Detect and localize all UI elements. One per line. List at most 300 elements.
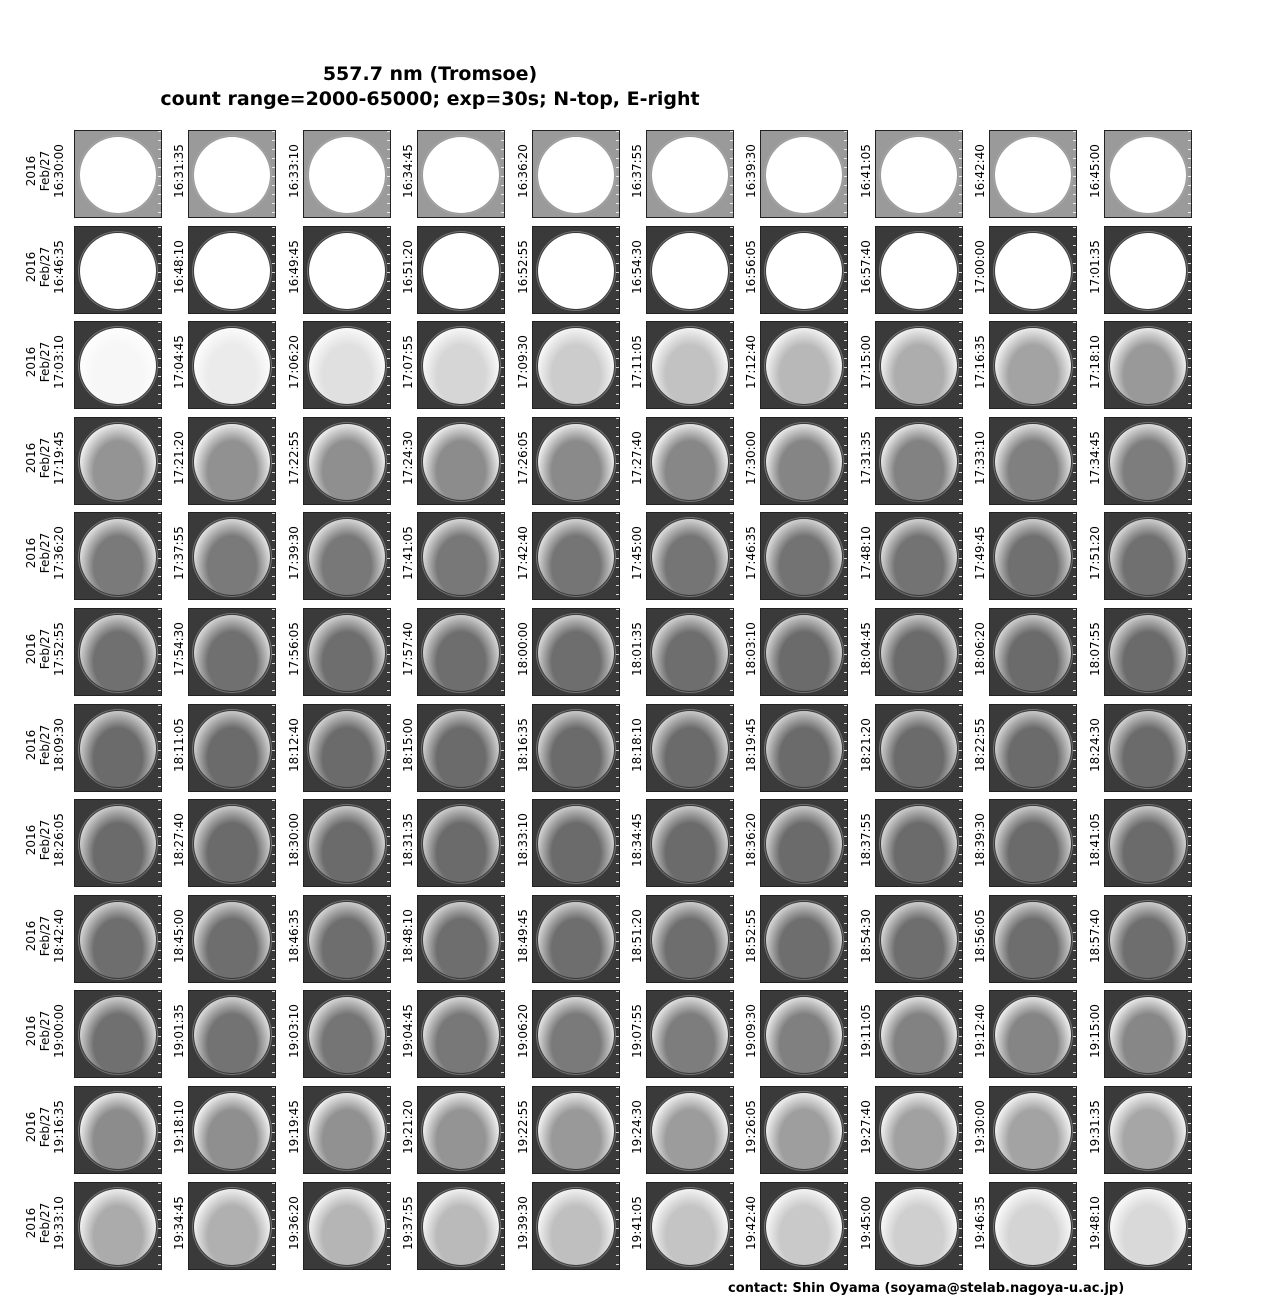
time-label: [744, 126, 758, 216]
time-value: 18:07:55: [1088, 622, 1102, 676]
sky-image-panel: [1104, 608, 1192, 696]
all-sky-disk: [538, 997, 614, 1073]
date-day: Feb/27: [38, 341, 52, 383]
time-value: 19:42:40: [744, 1196, 758, 1250]
all-sky-disk: [652, 328, 728, 404]
axis-ticks: [616, 322, 619, 408]
axis-ticks: [387, 1087, 390, 1173]
sky-image-panel: [417, 1086, 505, 1174]
all-sky-disk: [309, 519, 385, 595]
axis-ticks: [844, 227, 847, 313]
time-label: [516, 126, 530, 216]
time-label: [859, 891, 873, 981]
time-label: [1088, 413, 1102, 503]
sky-image-panel: [989, 799, 1077, 887]
all-sky-disk: [80, 902, 156, 978]
sky-image-panel: [188, 321, 276, 409]
all-sky-disk: [766, 1093, 842, 1169]
time-value: 17:33:10: [973, 431, 987, 485]
sky-image-panel: [74, 1086, 162, 1174]
sky-image-panel: [417, 895, 505, 983]
axis-ticks: [959, 131, 962, 217]
time-label: [516, 986, 530, 1076]
time-value: 19:22:55: [516, 1100, 530, 1154]
all-sky-disk: [194, 806, 270, 882]
all-sky-disk: [80, 806, 156, 882]
sky-image-panel: [532, 130, 620, 218]
time-label: [744, 1178, 758, 1268]
time-label: [973, 795, 987, 885]
axis-ticks: [387, 609, 390, 695]
time-value: 19:36:20: [287, 1196, 301, 1250]
axis-ticks: [616, 513, 619, 599]
time-value: 16:57:40: [859, 240, 873, 294]
sky-image-panel: [1104, 990, 1192, 1078]
time-value: 16:39:30: [744, 144, 758, 198]
sky-image-panel: [188, 704, 276, 792]
axis-ticks: [1073, 1087, 1076, 1173]
all-sky-disk: [1110, 615, 1186, 691]
time-label: [630, 1082, 644, 1172]
time-label: [287, 508, 301, 598]
all-sky-disk: [538, 615, 614, 691]
axis-ticks: [387, 1183, 390, 1269]
time-label: [744, 222, 758, 312]
all-sky-disk: [652, 233, 728, 309]
time-value: 19:07:55: [630, 1004, 644, 1058]
axis-ticks: [616, 896, 619, 982]
all-sky-disk: [194, 424, 270, 500]
time-value: 18:37:55: [859, 813, 873, 867]
axis-ticks: [387, 896, 390, 982]
time-value: 19:37:55: [401, 1196, 415, 1250]
time-label: [859, 1082, 873, 1172]
time-value: 17:51:20: [1088, 526, 1102, 580]
sky-image-panel: [188, 1182, 276, 1270]
axis-ticks: [272, 896, 275, 982]
all-sky-disk: [80, 1093, 156, 1169]
time-value: 18:19:45: [744, 718, 758, 772]
axis-ticks: [272, 609, 275, 695]
axis-ticks: [1188, 322, 1191, 408]
all-sky-disk: [80, 328, 156, 404]
all-sky-disk: [194, 1093, 270, 1169]
axis-ticks: [272, 705, 275, 791]
time-value: 17:57:40: [401, 622, 415, 676]
time-label: [1088, 317, 1102, 407]
date-day: Feb/27: [38, 724, 52, 766]
time-label: [24, 508, 66, 598]
time-value: 16:34:45: [401, 144, 415, 198]
all-sky-disk: [80, 997, 156, 1073]
sky-image-panel: [875, 895, 963, 983]
axis-ticks: [387, 227, 390, 313]
time-value: 19:16:35: [52, 1100, 66, 1154]
time-value: 19:01:35: [172, 1004, 186, 1058]
sky-image-panel: [875, 990, 963, 1078]
axis-ticks: [1188, 609, 1191, 695]
all-sky-disk: [80, 233, 156, 309]
all-sky-disk: [995, 233, 1071, 309]
page-title: 557.7 nm (Tromsoe): [322, 63, 538, 85]
all-sky-disk: [766, 328, 842, 404]
all-sky-disk: [995, 902, 1071, 978]
axis-ticks: [1188, 227, 1191, 313]
sky-image-panel: [74, 704, 162, 792]
all-sky-disk: [1110, 137, 1186, 213]
axis-ticks: [959, 800, 962, 886]
axis-ticks: [158, 991, 161, 1077]
axis-ticks: [1188, 1183, 1191, 1269]
time-value: 18:33:10: [516, 813, 530, 867]
time-label: [287, 891, 301, 981]
axis-ticks: [844, 991, 847, 1077]
time-value: 17:48:10: [859, 526, 873, 580]
sky-image-panel: [989, 608, 1077, 696]
time-label: [172, 1178, 186, 1268]
time-label: [287, 1178, 301, 1268]
all-sky-disk: [309, 137, 385, 213]
all-sky-disk: [766, 233, 842, 309]
time-label: [287, 986, 301, 1076]
time-value: 18:54:30: [859, 909, 873, 963]
all-sky-disk: [881, 615, 957, 691]
time-value: 17:37:55: [172, 526, 186, 580]
time-value: 17:46:35: [744, 526, 758, 580]
time-label: [1088, 986, 1102, 1076]
date-day: Feb/27: [38, 532, 52, 574]
sky-image-panel: [188, 226, 276, 314]
all-sky-disk: [995, 328, 1071, 404]
all-sky-disk: [1110, 424, 1186, 500]
sky-image-panel: [875, 321, 963, 409]
sky-image-panel: [74, 417, 162, 505]
sky-image-panel: [875, 512, 963, 600]
time-value: 19:24:30: [630, 1100, 644, 1154]
time-label: [1088, 700, 1102, 790]
sky-image-panel: [303, 1086, 391, 1174]
sky-image-panel: [532, 417, 620, 505]
time-value: 18:06:20: [973, 622, 987, 676]
axis-ticks: [501, 896, 504, 982]
time-value: 18:26:05: [52, 813, 66, 867]
time-value: 18:51:20: [630, 909, 644, 963]
axis-ticks: [272, 322, 275, 408]
sky-image-panel: [532, 1182, 620, 1270]
sky-image-panel: [188, 417, 276, 505]
date-day: Feb/27: [38, 1202, 52, 1244]
all-sky-disk: [881, 1189, 957, 1265]
axis-ticks: [730, 705, 733, 791]
time-label: [401, 700, 415, 790]
axis-ticks: [272, 991, 275, 1077]
time-label: [859, 795, 873, 885]
all-sky-disk: [309, 806, 385, 882]
all-sky-disk: [995, 424, 1071, 500]
sky-image-panel: [532, 799, 620, 887]
time-label: [744, 413, 758, 503]
time-value: 18:15:00: [401, 718, 415, 772]
axis-ticks: [730, 322, 733, 408]
axis-ticks: [616, 705, 619, 791]
axis-ticks: [616, 991, 619, 1077]
date-year: 2016: [24, 729, 38, 761]
axis-ticks: [387, 418, 390, 504]
axis-ticks: [501, 705, 504, 791]
time-label: [630, 700, 644, 790]
sky-image-panel: [646, 895, 734, 983]
time-value: 16:51:20: [401, 240, 415, 294]
axis-ticks: [616, 800, 619, 886]
axis-ticks: [959, 1183, 962, 1269]
time-value: 18:03:10: [744, 622, 758, 676]
sky-image-panel: [303, 512, 391, 600]
all-sky-disk: [766, 1189, 842, 1265]
time-value: 18:31:35: [401, 813, 415, 867]
all-sky-disk: [881, 137, 957, 213]
sky-image-panel: [989, 130, 1077, 218]
time-label: [172, 986, 186, 1076]
sky-image-panel: [1104, 895, 1192, 983]
all-sky-disk: [995, 615, 1071, 691]
all-sky-disk: [652, 997, 728, 1073]
sky-image-panel: [989, 990, 1077, 1078]
time-value: 16:33:10: [287, 144, 301, 198]
time-value: 18:36:20: [744, 813, 758, 867]
all-sky-disk: [652, 519, 728, 595]
sky-image-panel: [74, 512, 162, 600]
sky-image-panel: [188, 130, 276, 218]
time-label: [401, 126, 415, 216]
axis-ticks: [158, 800, 161, 886]
all-sky-disk: [995, 137, 1071, 213]
sky-image-panel: [303, 704, 391, 792]
axis-ticks: [501, 1183, 504, 1269]
time-label: [172, 508, 186, 598]
time-value: 18:27:40: [172, 813, 186, 867]
sky-image-panel: [303, 417, 391, 505]
axis-ticks: [959, 1087, 962, 1173]
sky-image-panel: [760, 1182, 848, 1270]
time-value: 17:36:20: [52, 526, 66, 580]
all-sky-disk: [881, 424, 957, 500]
all-sky-disk: [652, 1189, 728, 1265]
sky-image-panel: [646, 1182, 734, 1270]
sky-image-panel: [532, 226, 620, 314]
sky-image-panel: [417, 1182, 505, 1270]
sky-image-panel: [989, 1086, 1077, 1174]
time-value: 18:11:05: [172, 718, 186, 772]
time-value: 18:16:35: [516, 718, 530, 772]
date-year: 2016: [24, 346, 38, 378]
sky-image-panel: [1104, 704, 1192, 792]
axis-ticks: [844, 1087, 847, 1173]
all-sky-disk: [881, 806, 957, 882]
date-day: Feb/27: [38, 915, 52, 957]
all-sky-disk: [423, 1093, 499, 1169]
all-sky-disk: [1110, 328, 1186, 404]
sky-image-panel: [532, 990, 620, 1078]
time-label: [24, 891, 66, 981]
sky-image-panel: [303, 130, 391, 218]
time-label: [287, 1082, 301, 1172]
sky-image-panel: [875, 608, 963, 696]
time-value: 16:49:45: [287, 240, 301, 294]
time-value: 18:42:40: [52, 909, 66, 963]
all-sky-disk: [194, 997, 270, 1073]
sky-image-panel: [875, 704, 963, 792]
time-label: [1088, 795, 1102, 885]
axis-ticks: [1073, 609, 1076, 695]
axis-ticks: [730, 418, 733, 504]
time-value: 19:34:45: [172, 1196, 186, 1250]
time-label: [744, 1082, 758, 1172]
time-label: [1088, 1082, 1102, 1172]
axis-ticks: [501, 991, 504, 1077]
sky-image-panel: [1104, 1182, 1192, 1270]
time-value: 16:56:05: [744, 240, 758, 294]
time-label: [630, 795, 644, 885]
page-subtitle: count range=2000-65000; exp=30s; N-top, E-right: [160, 88, 700, 110]
axis-ticks: [1188, 896, 1191, 982]
time-value: 17:34:45: [1088, 431, 1102, 485]
axis-ticks: [959, 896, 962, 982]
time-value: 17:18:10: [1088, 335, 1102, 389]
all-sky-disk: [538, 137, 614, 213]
axis-ticks: [959, 991, 962, 1077]
time-label: [744, 700, 758, 790]
time-label: [859, 508, 873, 598]
time-label: [973, 986, 987, 1076]
time-label: [1088, 1178, 1102, 1268]
all-sky-disk: [881, 997, 957, 1073]
axis-ticks: [1188, 1087, 1191, 1173]
time-value: 18:18:10: [630, 718, 644, 772]
all-sky-disk: [538, 1093, 614, 1169]
sky-image-panel: [646, 704, 734, 792]
time-value: 16:46:35: [52, 240, 66, 294]
date-year: 2016: [24, 442, 38, 474]
time-label: [24, 413, 66, 503]
sky-image-panel: [532, 895, 620, 983]
time-value: 18:21:20: [859, 718, 873, 772]
time-value: 17:21:20: [172, 431, 186, 485]
time-value: 18:12:40: [287, 718, 301, 772]
axis-ticks: [1188, 991, 1191, 1077]
axis-ticks: [501, 800, 504, 886]
time-value: 17:01:35: [1088, 240, 1102, 294]
axis-ticks: [158, 1087, 161, 1173]
sky-image-panel: [74, 226, 162, 314]
axis-ticks: [844, 705, 847, 791]
axis-ticks: [959, 418, 962, 504]
time-value: 18:57:40: [1088, 909, 1102, 963]
sky-image-panel: [417, 512, 505, 600]
date-day: Feb/27: [38, 1010, 52, 1052]
date-year: 2016: [24, 824, 38, 856]
time-value: 18:41:05: [1088, 813, 1102, 867]
time-label: [24, 1178, 66, 1268]
date-day: Feb/27: [38, 437, 52, 479]
time-value: 17:09:30: [516, 335, 530, 389]
axis-ticks: [844, 1183, 847, 1269]
sky-image-panel: [188, 512, 276, 600]
all-sky-disk: [194, 1189, 270, 1265]
time-value: 18:48:10: [401, 909, 415, 963]
time-label: [973, 222, 987, 312]
time-label: [516, 700, 530, 790]
time-value: 18:49:45: [516, 909, 530, 963]
all-sky-disk: [1110, 806, 1186, 882]
axis-ticks: [1188, 513, 1191, 599]
axis-ticks: [387, 131, 390, 217]
time-value: 17:04:45: [172, 335, 186, 389]
time-value: 16:37:55: [630, 144, 644, 198]
time-label: [973, 700, 987, 790]
axis-ticks: [730, 513, 733, 599]
axis-ticks: [1073, 991, 1076, 1077]
time-label: [401, 986, 415, 1076]
time-label: [287, 317, 301, 407]
time-value: 17:06:20: [287, 335, 301, 389]
time-value: 17:42:40: [516, 526, 530, 580]
all-sky-disk: [766, 902, 842, 978]
sky-image-panel: [417, 799, 505, 887]
time-value: 16:30:00: [52, 144, 66, 198]
axis-ticks: [387, 513, 390, 599]
time-value: 19:31:35: [1088, 1100, 1102, 1154]
time-value: 19:39:30: [516, 1196, 530, 1250]
sky-image-panel: [1104, 799, 1192, 887]
axis-ticks: [616, 227, 619, 313]
time-value: 18:46:35: [287, 909, 301, 963]
time-value: 19:15:00: [1088, 1004, 1102, 1058]
all-sky-disk: [766, 711, 842, 787]
sky-image-panel: [989, 226, 1077, 314]
time-label: [630, 986, 644, 1076]
axis-ticks: [158, 322, 161, 408]
time-label: [859, 413, 873, 503]
sky-image-panel: [1104, 512, 1192, 600]
time-label: [24, 1082, 66, 1172]
time-value: 19:45:00: [859, 1196, 873, 1250]
axis-ticks: [501, 1087, 504, 1173]
all-sky-disk: [423, 328, 499, 404]
time-value: 17:00:00: [973, 240, 987, 294]
sky-image-panel: [417, 417, 505, 505]
time-value: 17:03:10: [52, 335, 66, 389]
date-year: 2016: [24, 633, 38, 665]
time-label: [973, 126, 987, 216]
sky-image-panel: [417, 990, 505, 1078]
sky-image-panel: [646, 1086, 734, 1174]
time-value: 17:41:05: [401, 526, 415, 580]
all-sky-disk: [309, 233, 385, 309]
all-sky-disk: [995, 997, 1071, 1073]
sky-image-panel: [760, 704, 848, 792]
time-label: [172, 317, 186, 407]
all-sky-disk: [995, 1189, 1071, 1265]
axis-ticks: [1073, 705, 1076, 791]
axis-ticks: [1188, 418, 1191, 504]
time-value: 19:12:40: [973, 1004, 987, 1058]
time-value: 18:04:45: [859, 622, 873, 676]
date-day: Feb/27: [38, 819, 52, 861]
sky-image-panel: [74, 1182, 162, 1270]
axis-ticks: [844, 418, 847, 504]
time-label: [859, 317, 873, 407]
date-year: 2016: [24, 155, 38, 187]
